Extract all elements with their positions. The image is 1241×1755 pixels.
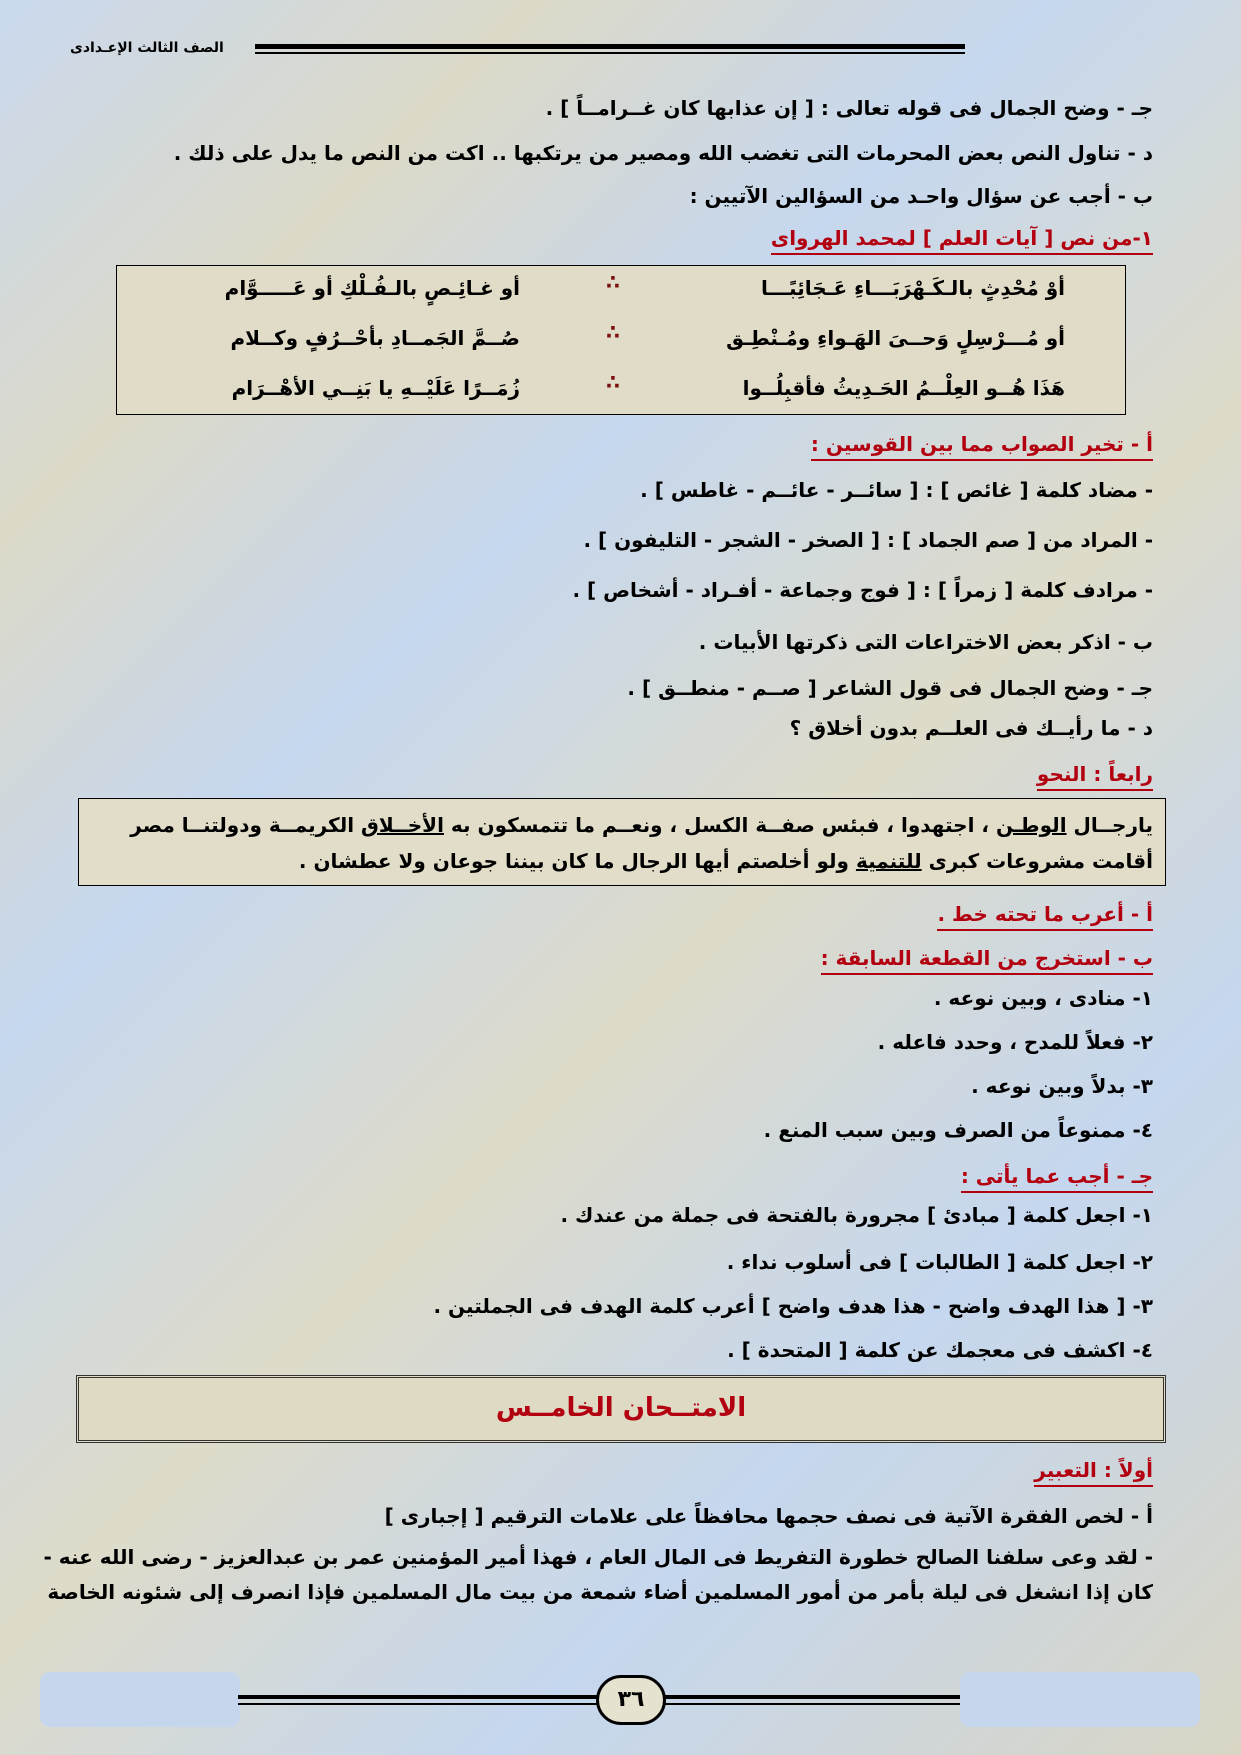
question-line: - المراد من [ صم الجماد ] : [ الصخر - الشجر - التليفون ] . xyxy=(583,528,1153,552)
question-line: د - تناول النص بعض المحرمات التى تغضب الله ومصير من يرتكبها .. اكت من النص ما يدل على ذلك . xyxy=(173,141,1153,165)
question-line: ب - اذكر بعض الاختراعات التى ذكرتها الأبيات . xyxy=(698,630,1153,654)
footer-rule xyxy=(238,1695,598,1705)
question-line: جـ - وضح الجمال فى قول الشاعر [ صــم - منطــق ] . xyxy=(627,676,1153,700)
poem-heading: ١-من نص [ آيات العلم ] لمحمد الهرواى xyxy=(771,226,1153,255)
passage-text: ولو أخلصتم أيها الرجال ما كان بيننا جوعان ولا عطشان . xyxy=(298,849,856,873)
poem-box xyxy=(116,265,1126,415)
question-line: ١- اجعل كلمة [ مبادئ ] مجرورة بالفتحة فى جملة من عندك . xyxy=(560,1203,1153,1227)
section-heading: جـ - أجب عما يأتى : xyxy=(961,1164,1153,1193)
exam-title-box: الامتــحان الخامــس xyxy=(76,1375,1166,1443)
nahw-passage xyxy=(78,798,1166,886)
section-heading: أ - أعرب ما تحته خط . xyxy=(937,902,1153,931)
section-heading: ب - استخرج من القطعة السابقة : xyxy=(821,946,1153,975)
verse-first-half: هَذَا هُــو العِلْــمُ الحَـدِيثُ فأقبِلُــوا xyxy=(742,376,1065,400)
header-rule xyxy=(255,44,965,54)
verse-second-half: صُــمَّ الجَمــادِ بأحْــرُفٍ وكــلام xyxy=(230,326,520,350)
question-line: - مرادف كلمة [ زمراً ] : [ فوج وجماعة - أفـراد - أشخاص ] . xyxy=(572,578,1153,602)
verse-separator-icon: ∴ xyxy=(606,320,620,344)
question-line: د - ما رأيــك فى العلــم بدون أخلاق ؟ xyxy=(789,716,1153,740)
underlined-word: الأخــلاق xyxy=(361,813,444,837)
verse-separator-icon: ∴ xyxy=(606,270,620,294)
section-heading: أولاً : التعبير xyxy=(1034,1458,1153,1487)
question-line: أ - لخص الفقرة الآتية فى نصف حجمها محافظاً على علامات الترقيم [ إجبارى ] xyxy=(384,1504,1153,1528)
question-line: ٤- اكشف فى معجمك عن كلمة [ المتحدة ] . xyxy=(727,1338,1153,1362)
passage-text: الكريمــة ودولتنــا مصر أقامت مشروعات كبرى xyxy=(130,813,1153,873)
question-line: ٤- ممنوعاً من الصرف وبين سبب المنع . xyxy=(763,1118,1153,1142)
underlined-word: للتنمية xyxy=(855,849,922,873)
poem-verse xyxy=(117,366,1125,414)
footer-decoration xyxy=(40,1672,240,1727)
question-line: ٣- [ هذا الهدف واضح - هذا هدف واضح ] أعرب كلمة الهدف فى الجملتين . xyxy=(433,1294,1153,1318)
passage-text: يارجــال xyxy=(1066,813,1153,837)
question-line: - مضاد كلمة [ غائص ] : [ سائــر - عائــم - غاطس ] . xyxy=(640,478,1153,502)
verse-first-half: أو مُـــرْسِلٍ وَحــىَ الهَـواءِ ومُـنْطِـق xyxy=(726,326,1065,350)
paragraph-line: - لقد وعى سلفنا الصالح خطورة التفريط فى المال العام ، فهذا أمير المؤمنين عمر بن عبدالعزيز - رضى الله عنه - xyxy=(43,1545,1153,1569)
question-line: ٣- بدلاً وبين نوعه . xyxy=(971,1074,1153,1098)
question-line: ٢- فعلاً للمدح ، وحدد فاعله . xyxy=(877,1030,1153,1054)
underlined-word: الوطـن xyxy=(995,813,1067,837)
verse-separator-icon: ∴ xyxy=(606,370,620,394)
poem-verse xyxy=(117,266,1125,314)
question-line: ٢- اجعل كلمة [ الطالبات ] فى أسلوب نداء . xyxy=(726,1250,1153,1274)
question-line: جـ - وضح الجمال فى قوله تعالى : [ إن عذابها كان غــرامــاً ] . xyxy=(545,96,1153,120)
footer-rule xyxy=(664,1695,960,1705)
verse-first-half: أوْ مُحْدِثٍ بالـكَـهْرَبَـــاءِ عَـجَائِبًـــا xyxy=(761,276,1065,300)
header-title: الصف الثالث الإعـدادى xyxy=(70,40,224,56)
verse-second-half: زُمَــرًا عَلَيْــهِ يا بَنِــي الأهْــرَام xyxy=(231,376,520,400)
question-line: ١- منادى ، وبين نوعه . xyxy=(933,986,1153,1010)
section-heading: أ - تخير الصواب مما بين القوسين : xyxy=(811,432,1153,461)
paragraph-line: كان إذا انشغل فى ليلة بأمر من أمور المسلمين أضاء شمعة من بيت مال المسلمين فإذا انصرف إلى شئونه الخاصة xyxy=(47,1580,1153,1604)
question-line: ب - أجب عن سؤال واحـد من السؤالين الآتيين : xyxy=(689,184,1153,208)
passage-text: ، اجتهدوا ، فبئس صفــة الكسل ، ونعــم ما تتمسكون به xyxy=(443,813,996,837)
page-number: ٣٦ xyxy=(596,1675,666,1725)
section-heading-nahw: رابعاً : النحو xyxy=(1037,762,1153,791)
poem-verse xyxy=(117,316,1125,364)
footer-decoration xyxy=(960,1672,1200,1727)
verse-second-half: أو غـائِـصٍ بالـفُـلْكِ أو عَـــــوَّام xyxy=(224,276,520,300)
